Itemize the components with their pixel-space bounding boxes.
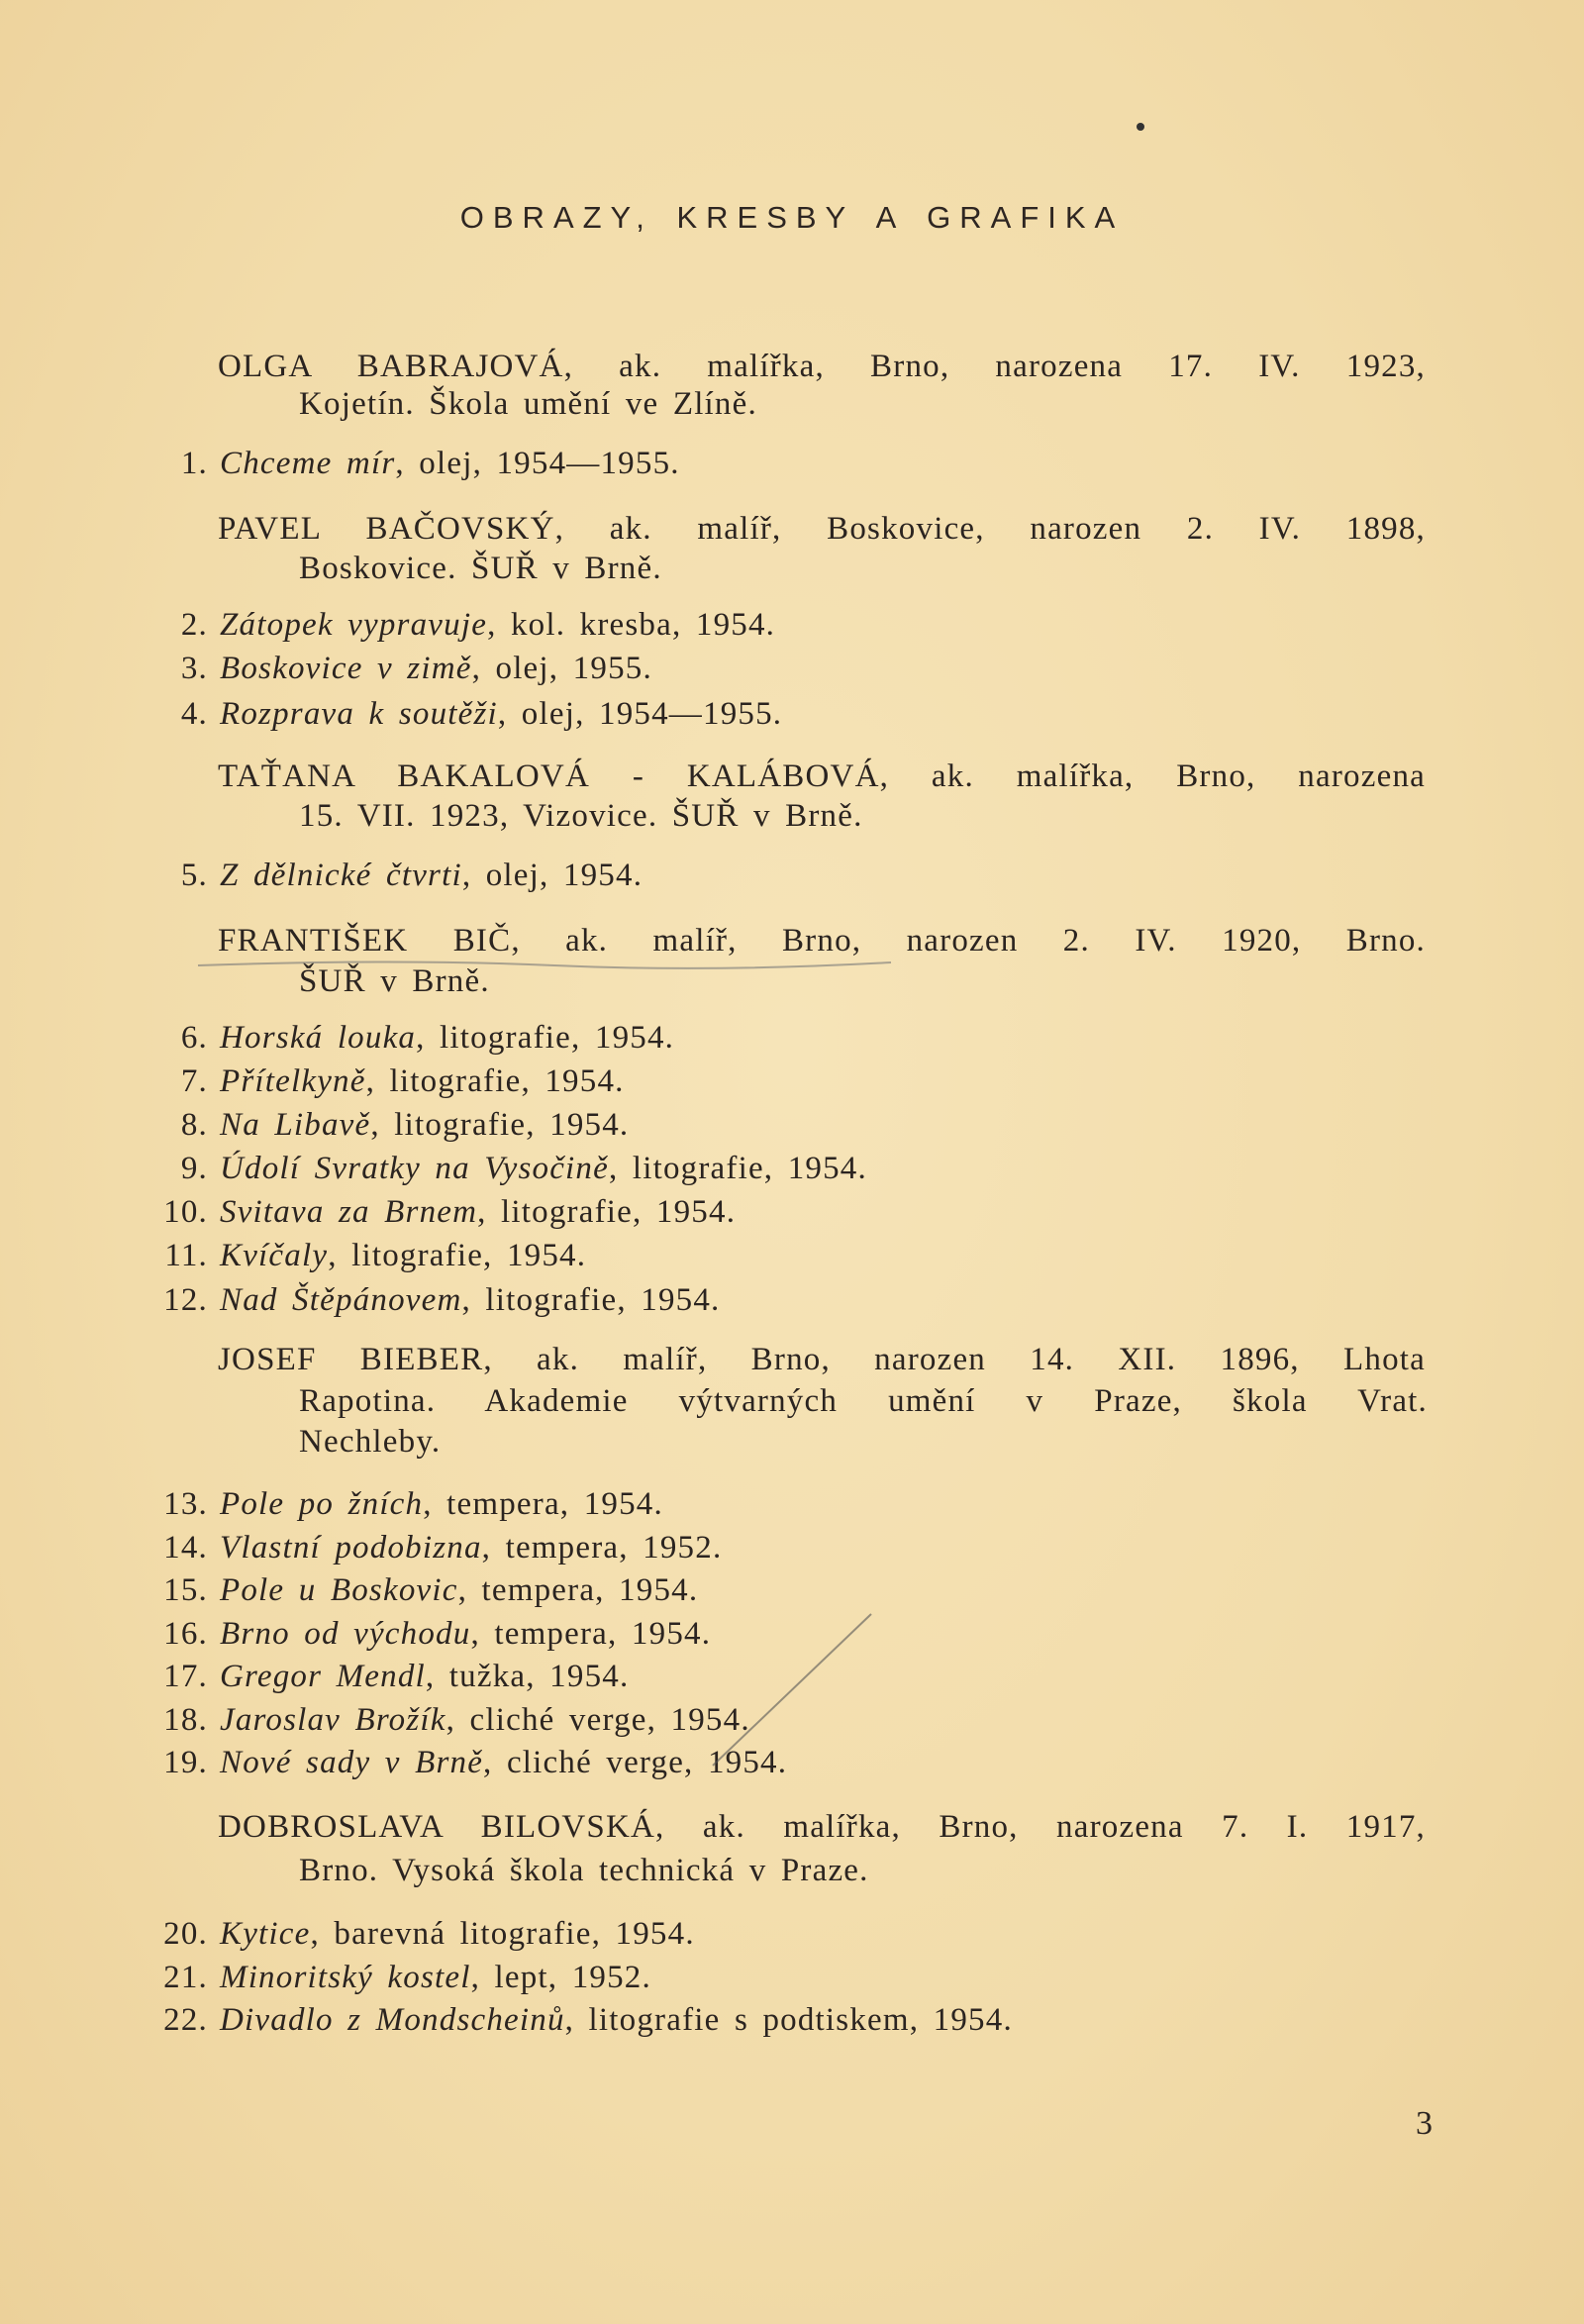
artwork-text [220, 1912, 695, 1956]
artwork-title: Svitava za Brnem [220, 1194, 478, 1230]
artwork-title: Rozprava k soutěži [220, 696, 498, 732]
artwork-details: , tužka, 1954. [425, 1659, 630, 1694]
artwork-text [220, 1190, 736, 1234]
artist-name: JOSEF BIEBER [218, 1342, 484, 1377]
artwork-details: , tempera, 1954. [470, 1616, 712, 1652]
artwork-number: 6. [180, 1020, 208, 1056]
artist-bio: , ak. malířka, Brno, narozena [879, 758, 1426, 794]
artist-bio-line: Kojetín. Škola umění ve Zlíně. [299, 386, 757, 422]
artwork-title: Nad Štěpánovem [220, 1282, 462, 1318]
artwork-text [220, 1234, 586, 1277]
artist-bio-line: 15. VII. 1923, Vizovice. ŠUŘ v Brně. [299, 798, 863, 834]
artwork-title: Minoritský kostel [220, 1960, 471, 1995]
artwork-text [220, 1698, 750, 1742]
artwork-number: 16. [163, 1616, 208, 1652]
artwork-text [220, 1612, 711, 1656]
artwork-title: Kytice [220, 1916, 311, 1952]
artwork-details: , litografie, 1954. [477, 1194, 737, 1230]
artist-bio-line: Nechleby. [299, 1424, 442, 1460]
artwork-number: 20. [163, 1916, 208, 1952]
artist-bio: , ak. malířka, Brno, narozena 7. I. 1917, [655, 1809, 1426, 1845]
artwork-details: , litografie, 1954. [328, 1238, 587, 1273]
artwork-details: , cliché verge, 1954. [483, 1745, 788, 1780]
artist-name: TAŤANA BAKALOVÁ - KALÁBOVÁ [218, 758, 880, 794]
artwork-details: , olej, 1955. [471, 651, 652, 686]
artist-name: OLGA BABRAJOVÁ [218, 349, 564, 384]
artwork-details: , cliché verge, 1954. [446, 1702, 750, 1738]
artwork-text [220, 1016, 674, 1060]
artwork-text [220, 1741, 787, 1784]
artwork-number: 2. [180, 607, 208, 643]
artist-bio: , ak. malíř, Boskovice, narozen 2. IV. 1898, [554, 511, 1426, 547]
artwork-number: 13. [163, 1486, 208, 1522]
artwork-text [220, 1998, 1013, 2042]
artwork-title: Horská louka [220, 1020, 417, 1056]
artist-entry-first-line [218, 1805, 1426, 1849]
page-number: 3 [1416, 2105, 1433, 2142]
artwork-number: 8. [180, 1107, 208, 1143]
artwork-number: 5. [180, 858, 208, 893]
artwork-number: 7. [180, 1063, 208, 1099]
artwork-title: Z dělnické čtvrti [220, 858, 462, 893]
artist-name: FRANTIŠEK BIČ [218, 923, 512, 959]
artwork-text [220, 1526, 722, 1569]
artwork-details: , tempera, 1954. [457, 1572, 699, 1608]
artist-entry-first-line [218, 919, 1426, 962]
artwork-number: 14. [163, 1530, 208, 1566]
ink-dot-mark [1137, 123, 1144, 131]
artwork-details: , barevná litografie, 1954. [310, 1916, 695, 1952]
artwork-number: 4. [180, 696, 208, 732]
artwork-text [220, 854, 643, 897]
artwork-details: , tempera, 1952. [481, 1530, 723, 1566]
artwork-text [220, 1060, 625, 1103]
artwork-text [220, 1482, 663, 1526]
artist-name: PAVEL BAČOVSKÝ [218, 511, 555, 547]
artwork-number: 22. [163, 2002, 208, 2038]
artwork-text [220, 1956, 651, 1999]
artwork-details: , tempera, 1954. [423, 1486, 663, 1522]
artwork-number: 3. [180, 651, 208, 686]
artist-entry-first-line [218, 755, 1426, 798]
artwork-number: 9. [180, 1151, 208, 1186]
artwork-text [220, 647, 652, 690]
artist-bio-line: Brno. Vysoká škola technická v Praze. [299, 1853, 869, 1888]
artwork-title: Pole u Boskovic [220, 1572, 458, 1608]
artwork-details: , litografie, 1954. [608, 1151, 867, 1186]
artist-bio: , ak. malíř, Brno, narozen 2. IV. 1920, Brno. [511, 923, 1426, 959]
page-heading: OBRAZY, KRESBY A GRAFIKA [459, 200, 1125, 235]
artwork-title: Na Libavě [220, 1107, 371, 1143]
artwork-number: 10. [163, 1194, 208, 1230]
artwork-text [220, 692, 782, 736]
artwork-number: 19. [163, 1745, 208, 1780]
artwork-details: , lept, 1952. [470, 1960, 651, 1995]
artwork-text [220, 1147, 867, 1190]
artwork-details: , olej, 1954—1955. [395, 446, 680, 481]
artwork-title: Vlastní podobizna [220, 1530, 482, 1566]
artwork-title: Nové sady v Brně [220, 1745, 484, 1780]
artwork-number: 18. [163, 1702, 208, 1738]
artwork-title: Pole po žních [220, 1486, 424, 1522]
artwork-text [220, 1103, 629, 1147]
artwork-text [220, 442, 680, 485]
artwork-details: , olej, 1954. [461, 858, 644, 893]
artwork-text [220, 603, 775, 647]
artwork-title: Kvíčaly [220, 1238, 329, 1273]
artwork-title: Gregor Mendl [220, 1659, 426, 1694]
artwork-title: Údolí Svratky na Vysočině [220, 1151, 609, 1186]
artwork-title: Divadlo z Mondscheinů [220, 2002, 565, 2038]
artwork-title: Brno od východu [220, 1616, 471, 1652]
artwork-number: 21. [163, 1960, 208, 1995]
artwork-details: , litografie, 1954. [461, 1282, 721, 1318]
artwork-details: , litografie s podtiskem, 1954. [564, 2002, 1013, 2038]
artwork-details: , litografie, 1954. [370, 1107, 630, 1143]
artwork-details: , litografie, 1954. [365, 1063, 625, 1099]
artwork-number: 15. [163, 1572, 208, 1608]
artwork-text [220, 1278, 721, 1322]
artwork-text [220, 1655, 629, 1698]
artwork-title: Přítelkyně [220, 1063, 366, 1099]
artist-bio-line: Boskovice. ŠUŘ v Brně. [299, 551, 662, 586]
artwork-number: 1. [180, 446, 208, 481]
artwork-title: Boskovice v zimě [220, 651, 472, 686]
artwork-title: Jaroslav Brožík [220, 1702, 446, 1738]
artwork-details: , olej, 1954—1955. [497, 696, 783, 732]
artwork-number: 12. [163, 1282, 208, 1318]
artwork-text [220, 1568, 698, 1612]
artwork-number: 17. [163, 1659, 208, 1694]
artwork-details: , kol. kresba, 1954. [487, 607, 776, 643]
artist-entry-first-line [218, 507, 1426, 551]
artist-bio-line: ŠUŘ v Brně. [299, 963, 490, 999]
artwork-title: Chceme mír [220, 446, 396, 481]
artwork-number: 11. [164, 1238, 208, 1273]
artist-bio-line: Rapotina. Akademie výtvarných umění v Praze, škola Vrat. [299, 1383, 1428, 1419]
artist-name: DOBROSLAVA BILOVSKÁ [218, 1809, 656, 1845]
artist-bio: , ak. malíř, Brno, narozen 14. XII. 1896, Lhota [483, 1342, 1426, 1377]
artwork-title: Zátopek vypravuje [220, 607, 488, 643]
artist-entry-first-line [218, 1338, 1426, 1381]
artist-bio: , ak. malířka, Brno, narozena 17. IV. 1923, [563, 349, 1426, 384]
artwork-details: , litografie, 1954. [416, 1020, 675, 1056]
